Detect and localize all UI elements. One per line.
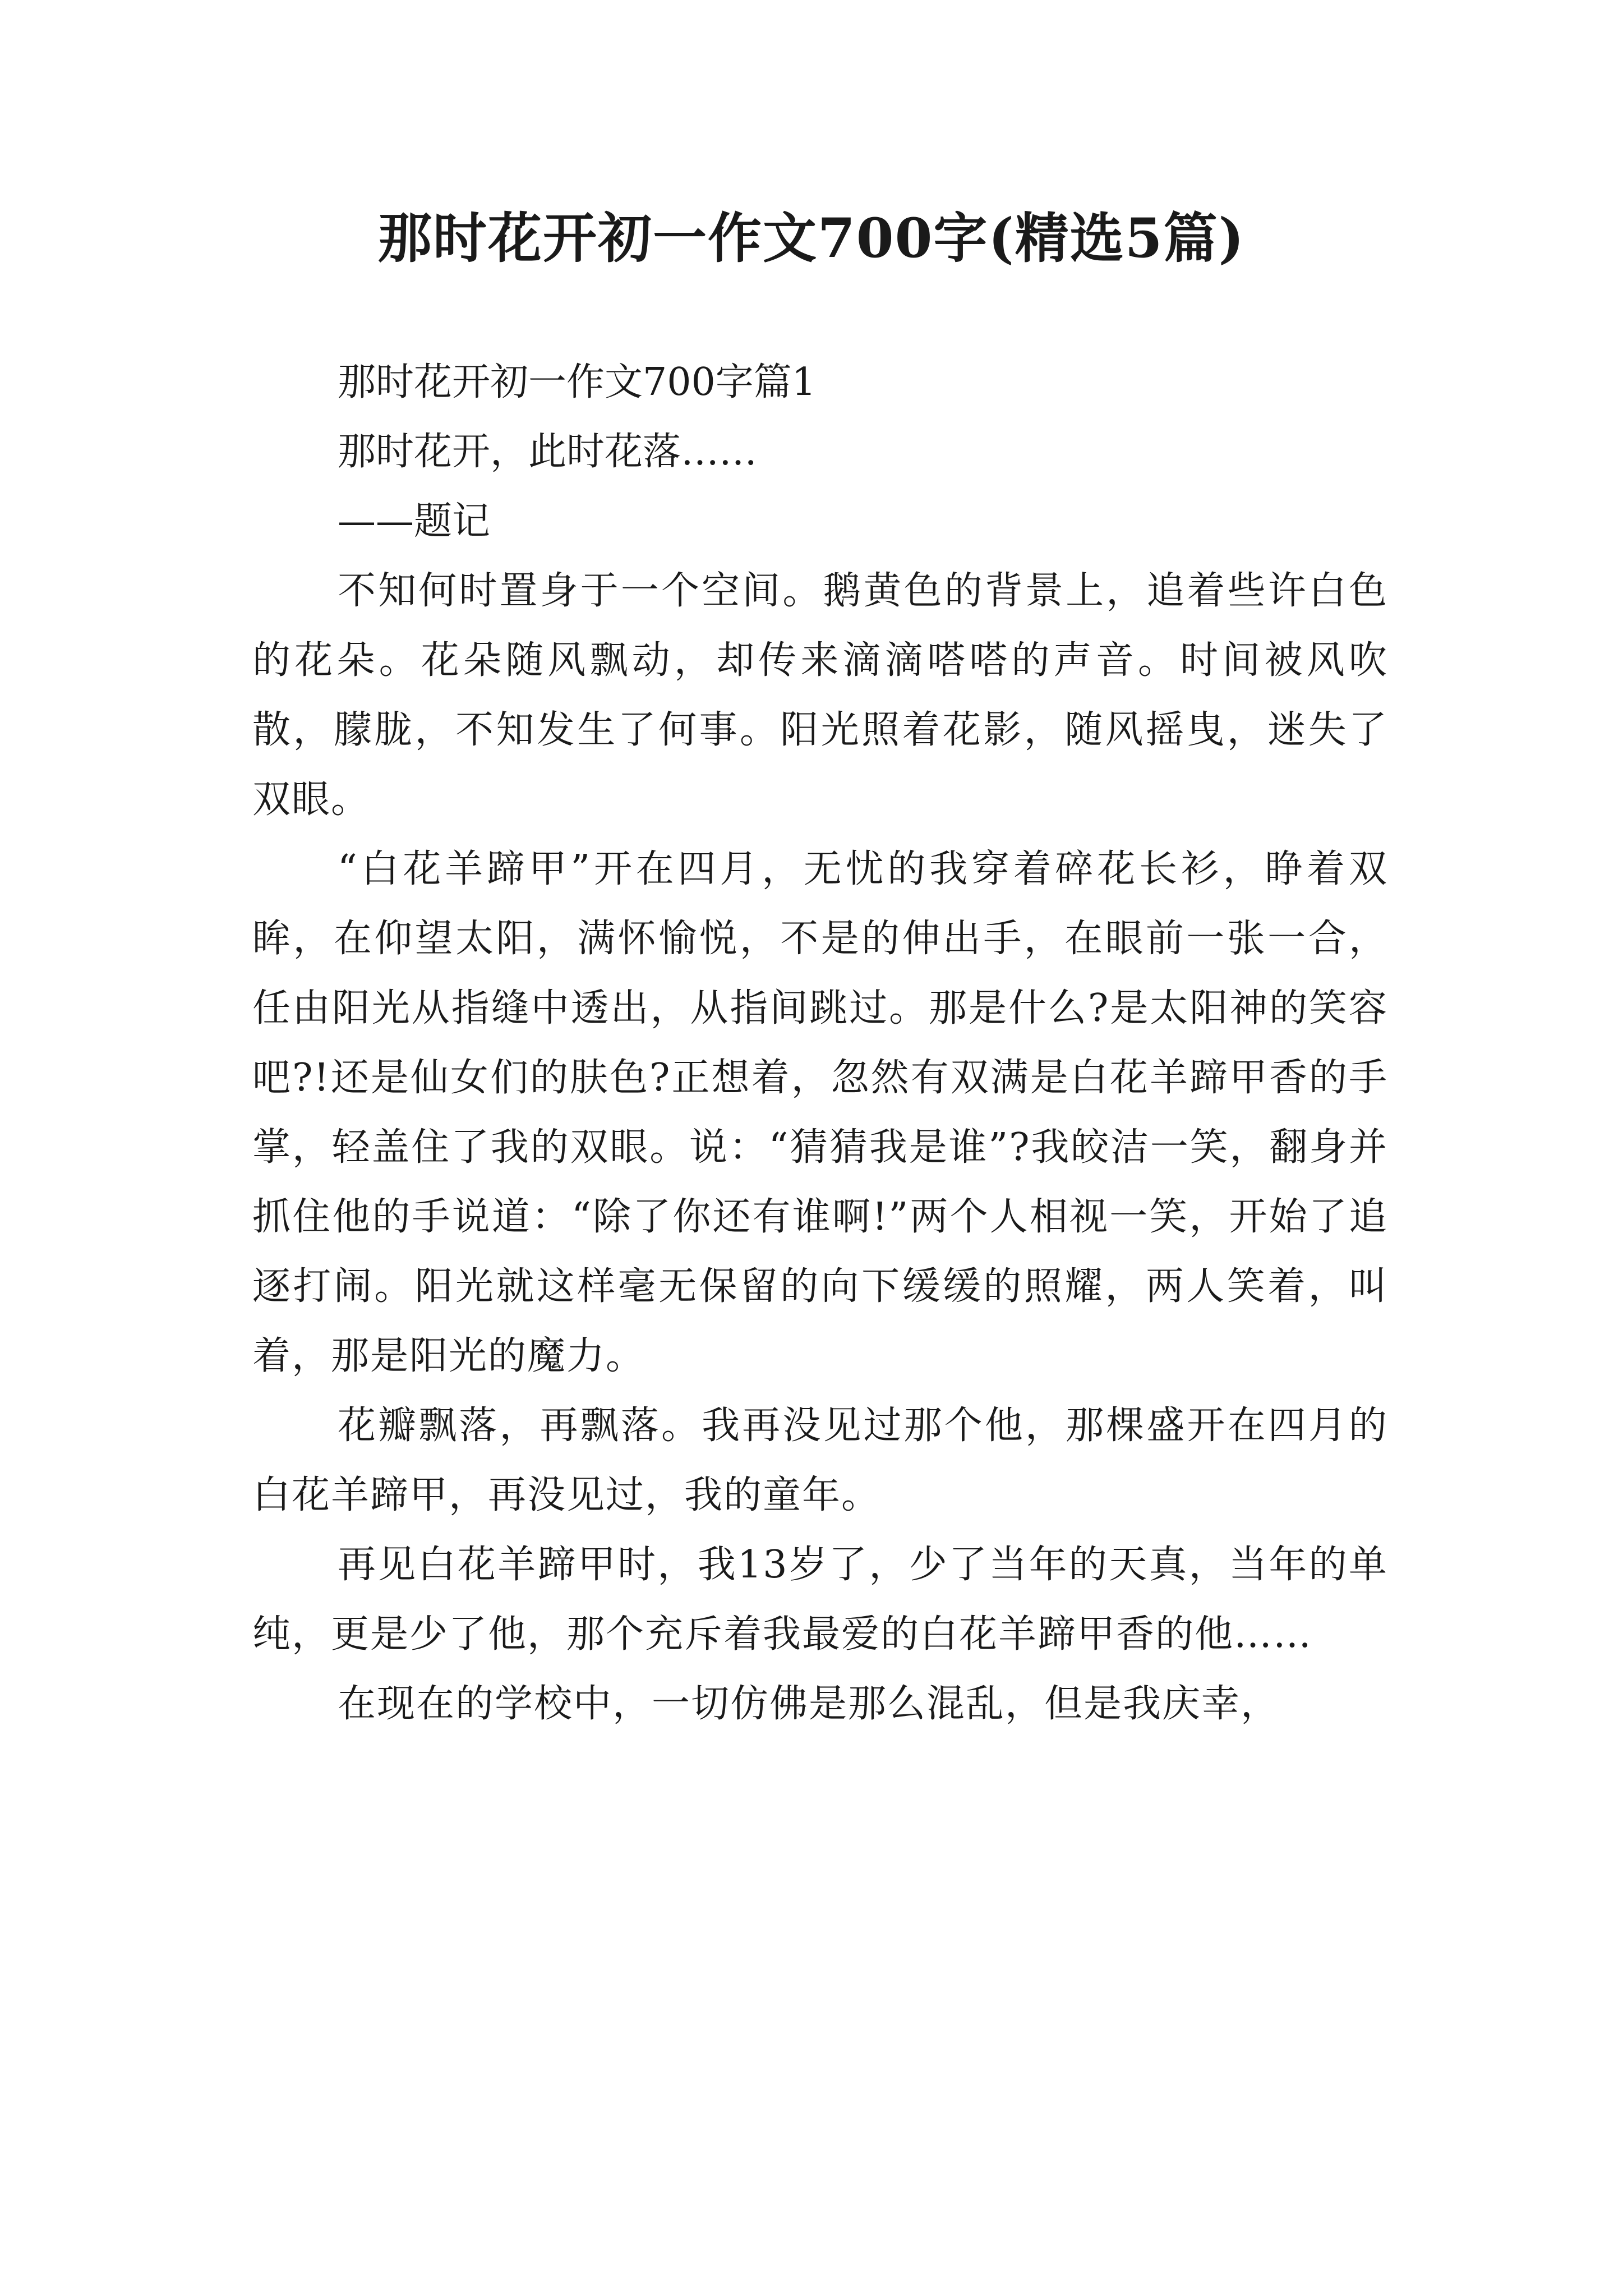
document-title: 那时花开初一作文700字(精选5篇) xyxy=(377,206,1246,270)
epigraph: 那时花开，此时花落…… xyxy=(338,430,758,474)
paragraph-4: 再见白花羊蹄甲时，我13岁了，少了当年的天真，当年的单纯，更是少了他，那个充斥着我最爱的白花羊蹄甲香的他…… xyxy=(252,1543,1388,1657)
epigraph-source: ——题记 xyxy=(338,499,491,544)
paragraph-1: 不知何时置身于一个空间。鹅黄色的背景上，追着些许白色的花朵。花朵随风飘动，却传来滴滴嗒嗒的声音。时间被风吹散，朦胧，不知发生了何事。阳光照着花影，随风摇曳，迷失了双眼。 xyxy=(252,569,1388,822)
paragraph-2: “白花羊蹄甲”开在四月，无忧的我穿着碎花长衫，睁着双眸，在仰望太阳，满怀愉悦，不是的伸出手，在眼前一张一合，任由阳光从指缝中透出，从指间跳过。那是什么?是太阳神的笑容吧?!还是仙女们的肤色?正想着，忽然有双满是白花羊蹄甲香的手掌，轻盖住了我的双眼。说：“猜猜我是谁”?我皎洁一笑，翻身并抓住他的手说道：“除了你还有谁啊!”两个人相视一笑，开始了追逐打闹。阳光就这样毫无保留的向下缓缓的照耀，两人笑着，叫着，那是阳光的魔力。 xyxy=(252,847,1388,1378)
section-heading: 那时花开初一作文700字篇1 xyxy=(338,360,817,404)
paragraph-3: 花瓣飘落，再飘落。我再没见过那个他，那棵盛开在四月的白花羊蹄甲，再没见过，我的童年。 xyxy=(252,1404,1388,1517)
paragraph-5: 在现在的学校中，一切仿佛是那么混乱，但是我庆幸， xyxy=(338,1682,1280,1726)
document-body xyxy=(252,348,1388,1739)
